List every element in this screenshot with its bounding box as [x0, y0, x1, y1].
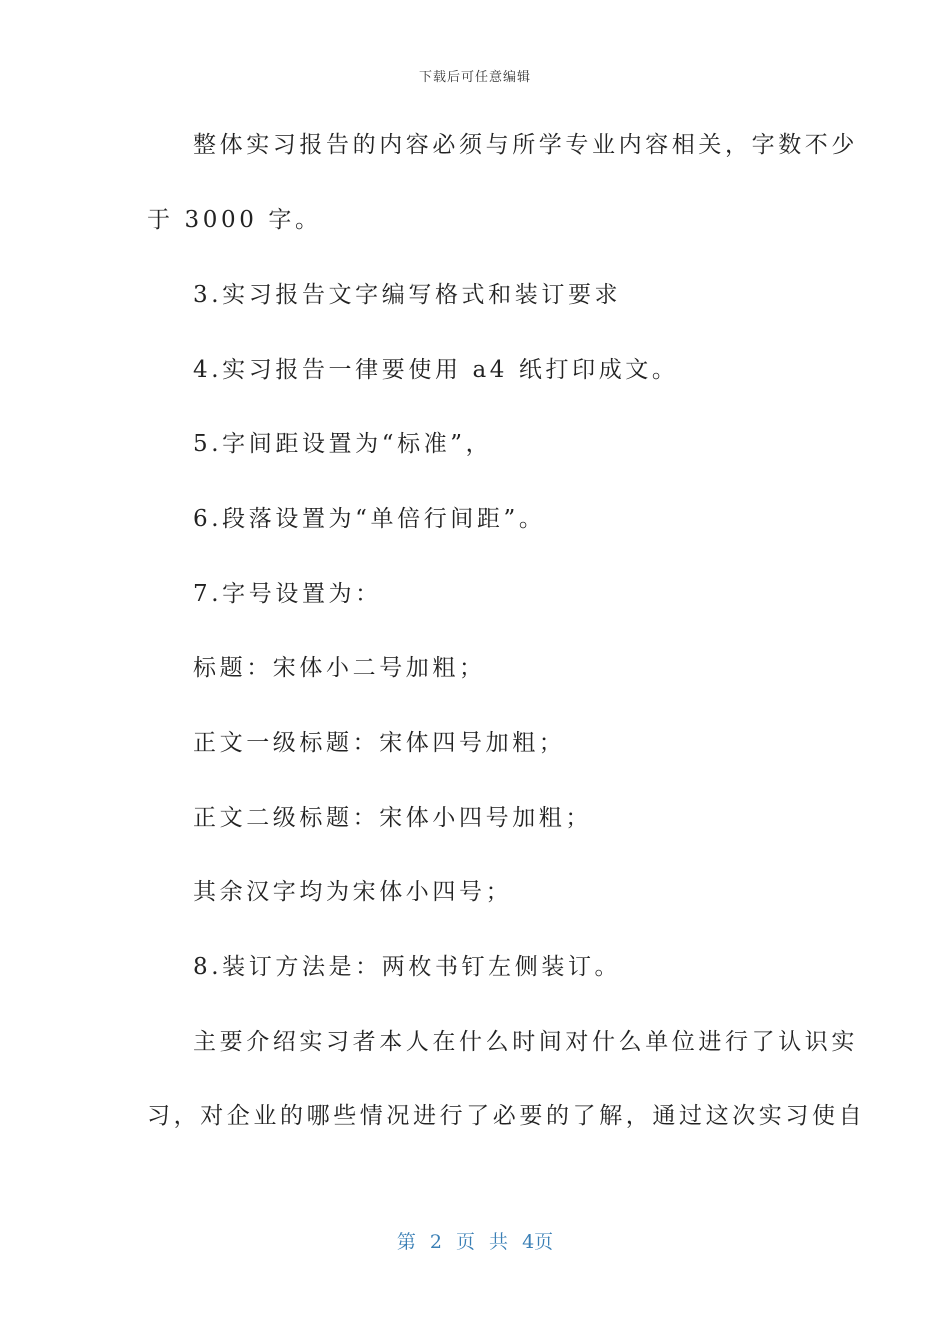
body-line: 6.段落设置为“单倍行间距”。 [193, 506, 546, 532]
body-line: 正文二级标题：宋体小四号加粗； [193, 805, 592, 831]
body-line: 7.字号设置为： [193, 581, 382, 607]
body-line: 4.实习报告一律要使用 a4 纸打印成文。 [193, 357, 679, 383]
body-line: 正文一级标题：宋体四号加粗； [193, 730, 566, 756]
body-line: 3.实习报告文字编写格式和装订要求 [193, 282, 622, 308]
body-line: 8.装订方法是：两枚书钉左侧装订。 [193, 954, 622, 980]
body-line: 5.字间距设置为“标准”， [193, 431, 493, 457]
body-line: 习，对企业的哪些情况进行了必要的了解，通过这次实习使自 [147, 1103, 866, 1129]
body-line: 主要介绍实习者本人在什么时间对什么单位进行了认识实 [193, 1029, 858, 1055]
body-line: 于 3000 字。 [147, 207, 322, 233]
body-line: 其余汉字均为宋体小四号； [193, 879, 513, 905]
body-line: 整体实习报告的内容必须与所学专业内容相关，字数不少 [193, 132, 858, 158]
body-line: 标题：宋体小二号加粗； [193, 655, 486, 681]
page-header: 下载后可任意编辑 [418, 70, 531, 85]
page-footer: 第 2 页 共 4页 [396, 1231, 554, 1253]
